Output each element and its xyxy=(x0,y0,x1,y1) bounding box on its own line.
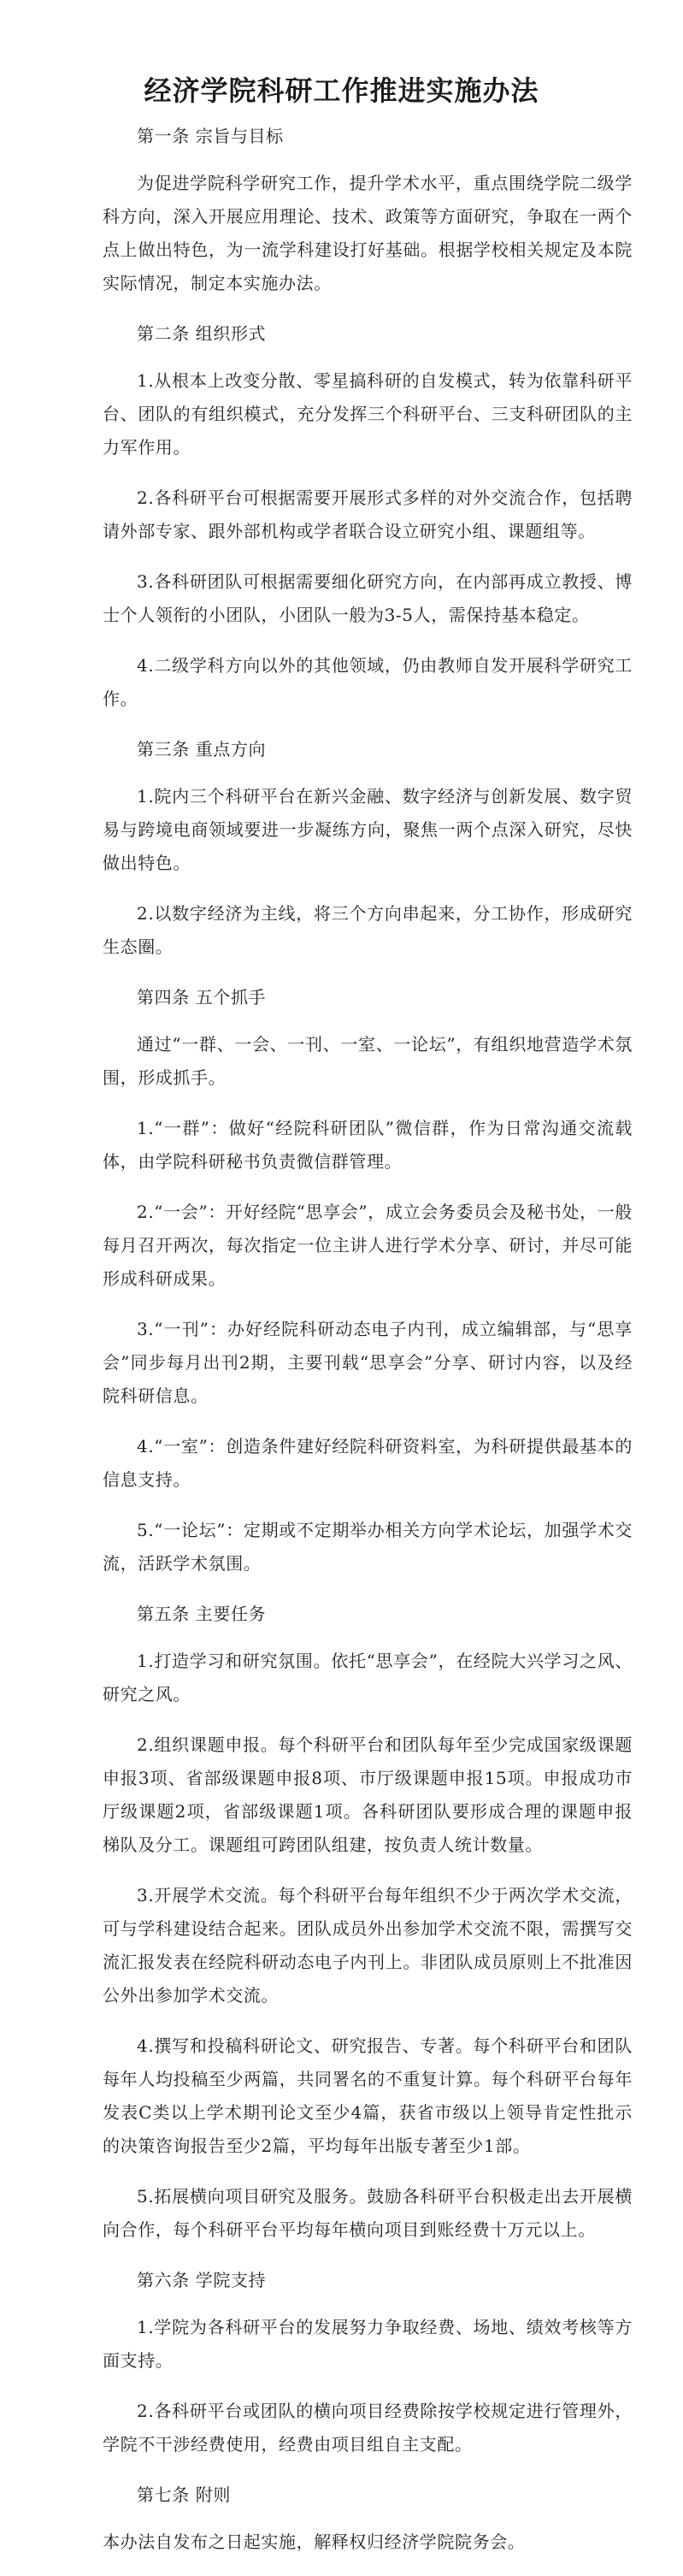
article-2-item-4: 4.二级学科方向以外的其他领域，仍由教师自发开展科学研究工作。 xyxy=(103,655,633,709)
document-title: 经济学院科研工作推进实施办法 xyxy=(144,74,539,108)
article-6-item-1: 1.学院为各科研平台的发展努力争取经费、场地、绩效考核等方面支持。 xyxy=(103,2317,633,2371)
article-6-item-2: 2.各科研平台或团队的横向项目经费除按学校规定进行管理外，学院不干涉经费使用，经费由项目组自主支配。 xyxy=(103,2401,633,2455)
article-4-item-2: 2.“一会”：开好经院“思享会”，成立会务委员会及秘书处，一般每月召开两次，每次指定一位主讲人进行学术分享、研讨，并尽可能形成科研成果。 xyxy=(103,1202,633,1289)
article-4-heading: 第四条 五个抓手 xyxy=(137,987,267,1007)
article-1-heading: 第一条 宗旨与目标 xyxy=(137,126,284,146)
article-5-item-3: 3.开展学术交流。每个科研平台每年组织不少于两次学术交流，可与学科建设结合起来。团队成员外出参加学术交流不限，需撰写交流汇报发表在经院科研动态电子内刊上。非团队成员原则上不批准因公外出参加学术交流。 xyxy=(103,1885,633,2006)
article-7-heading: 第七条 附则 xyxy=(137,2484,231,2505)
article-4-item-1: 1.“一群”：做好“经院科研团队”微信群，作为日常沟通交流载体，由学院科研秘书负责微信群管理。 xyxy=(103,1118,633,1172)
document-body xyxy=(103,120,633,2576)
article-2-item-1: 1.从根本上改变分散、零星搞科研的自发模式，转为依靠科研平台、团队的有组织模式，充分发挥三个科研平台、三支科研团队的主力军作用。 xyxy=(103,370,633,458)
article-5-item-2: 2.组织课题申报。每个科研平台和团队每年至少完成国家级课题申报3项、省部级课题申报8项、市厅级课题申报15项。申报成功市厅级课题2项，省部级课题1项。各科研团队要形成合理的课题申报梯队及分工。课题组可跨团队组建，按负责人统计数量。 xyxy=(103,1734,633,1855)
article-5-item-4: 4.撰写和投稿科研论文、研究报告、专著。每个科研平台和团队每年人均投稿至少两篇，共同署名的不重复计算。每个科研平台每年发表C类以上学术期刊论文至少4篇，获省市级以上领导肯定性批示的决策咨询报告至少2篇，平均每年出版专著至少1部。 xyxy=(103,2035,633,2156)
article-2-heading: 第二条 组织形式 xyxy=(137,323,267,344)
article-5-item-1: 1.打造学习和研究氛围。依托“思享会”，在经院大兴学习之风、研究之风。 xyxy=(103,1651,633,1705)
article-4-intro: 通过“一群、一会、一刊、一室、一论坛”，有组织地营造学术氛围，形成抓手。 xyxy=(103,1034,633,1088)
article-4-item-3: 3.“一刊”：办好经院科研动态电子内刊，成立编辑部，与“思享会”同步每月出刊2期，主要刊载“思享会”分享、研讨内容，以及经院科研信息。 xyxy=(103,1319,633,1406)
article-2-item-3: 3.各科研团队可根据需要细化研究方向，在内部再成立教授、博士个人领衔的小团队，小团队一般为3-5人，需保持基本稳定。 xyxy=(103,571,633,625)
article-5-heading: 第五条 主要任务 xyxy=(137,1604,267,1624)
article-3-item-2: 2.以数字经济为主线，将三个方向串起来，分工协作，形成研究生态圈。 xyxy=(103,903,633,957)
article-6-heading: 第六条 学院支持 xyxy=(137,2270,267,2290)
article-3-heading: 第三条 重点方向 xyxy=(137,739,267,759)
article-5-item-5: 5.拓展横向项目研究及服务。鼓励各科研平台积极走出去开展横向合作，每个科研平台平均每年横向项目到账经费十万元以上。 xyxy=(103,2186,633,2240)
article-4-item-5: 5.“一论坛”：定期或不定期举办相关方向学术论坛，加强学术交流，活跃学术氛围。 xyxy=(103,1520,633,1574)
article-3-item-1: 1.院内三个科研平台在新兴金融、数字经济与创新发展、数字贸易与跨境电商领域要进一步凝练方向，聚焦一两个点深入研究，尽快做出特色。 xyxy=(103,786,633,873)
article-4-item-4: 4.“一室”：创造条件建好经院科研资料室，为科研提供最基本的信息支持。 xyxy=(103,1436,633,1490)
article-1-paragraph: 为促进学院科学研究工作，提升学术水平，重点围绕学院二级学科方向，深入开展应用理论、技术、政策等方面研究，争取在一两个点上做出特色，为一流学科建设打好基础。根据学校相关规定及本院实际情况，制定本实施办法。 xyxy=(103,173,633,293)
article-7-paragraph: 本办法自发布之日起实施，解释权归经济学院院务会。 xyxy=(103,2532,526,2552)
article-2-item-2: 2.各科研平台可根据需要开展形式多样的对外交流合作，包括聘请外部专家、跟外部机构或学者联合设立研究小组、课题组等。 xyxy=(103,487,633,541)
